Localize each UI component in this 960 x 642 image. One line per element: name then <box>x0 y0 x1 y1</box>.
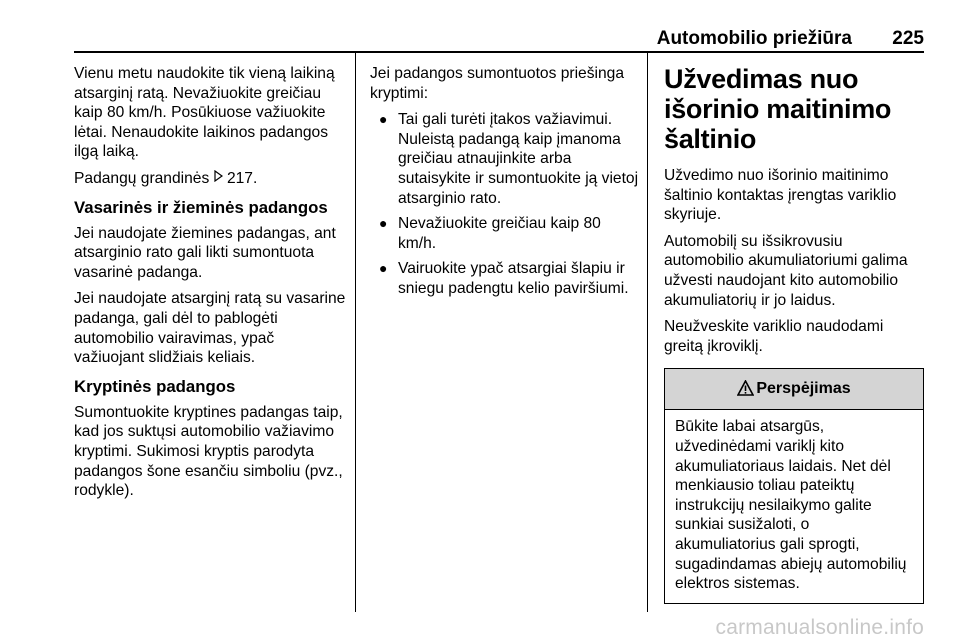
heading-directional-tyres: Kryptinės padangos <box>74 376 236 396</box>
paragraph-directional-tyres: Sumontuokite kryptines padangas taip, kad jos suktųsi automobilio važiavimo kryptimi. Sukimosi kryptis parodyta padangos šone esančiu simboliu (pvz., rodykle). <box>74 403 343 500</box>
bullet-icon: ● <box>379 260 388 277</box>
column-divider-1 <box>355 52 356 612</box>
bullet-list <box>370 110 640 298</box>
column-right <box>664 64 926 604</box>
snow-chains-page-ref[interactable]: 217. <box>226 169 258 187</box>
warning-text: Būkite labai atsargūs, užvedinėdami variklį kito akumuliatoriaus laidais. Net dėl menkiausio toliau pateiktų instrukcijų nesilaikymo galite sunkiai susižaloti, o akumuliatorius gali sprogti, sugadindamas abiejų automobilių elektros sistemas. <box>675 418 907 593</box>
header-rule <box>74 51 924 53</box>
paragraph-jump-start-cables: Automobilį su išsikrovusiu automobilio akumuliatoriumi galima užvesti naudojant kito automobilio akumuliatorių ir jo laidus. <box>664 232 908 309</box>
warning-box <box>664 368 924 603</box>
warning-title: Perspėjimas <box>756 380 851 398</box>
paragraph-opposite-direction: Jei padangos sumontuotos priešinga kryptimi: <box>370 65 624 102</box>
snow-chains-label: Padangų grandinės <box>74 169 210 187</box>
page-number: 225 <box>892 28 924 49</box>
list-item: ● Nevažiuokite greičiau kaip 80 km/h. <box>379 215 601 252</box>
section-title: Automobilio priežiūra <box>656 28 852 49</box>
list-item: ● Vairuokite ypač atsargiai šlapiu ir sniegu padengtu kelio paviršiumi. <box>379 260 629 297</box>
paragraph-spare-wheel: Vienu metu naudokite tik vieną laikiną atsarginį ratą. Nevažiuokite greičiau kaip 80 km/h. Posūkiuose važiuokite lėtai. Nenaudokite laikinos padangos ilgą laiką. <box>74 65 335 161</box>
paragraph-winter-tyres: Jei naudojate žiemines padangas, ant atsarginio rato gali likti sumontuota vasarinė padanga. <box>74 224 336 281</box>
page-header <box>0 0 960 50</box>
warning-triangle-icon <box>737 380 754 396</box>
paragraph-snow-chains-ref <box>74 169 346 189</box>
column-left <box>74 64 346 508</box>
warning-header <box>665 369 923 410</box>
watermark: carmanualsonline.info <box>715 616 924 639</box>
column-divider-2 <box>647 52 648 612</box>
paragraph-quick-charger: Neužveskite variklio naudodami greitą įkroviklį. <box>664 318 884 355</box>
column-middle <box>370 64 640 305</box>
list-item: ● Tai gali turėti įtakos važiavimui. Nuleistą padangą kaip įmanoma greičiau atnaujinkite arba sutaisykite ir sumontuokite ją vietoj atsarginio rato. <box>379 111 639 207</box>
heading-jump-starting: Užvedimas nuo išorinio maitinimo šaltinio <box>664 64 892 154</box>
heading-summer-winter-tyres: Vasarinės ir žieminės padangos <box>74 197 328 217</box>
bullet-icon: ● <box>379 111 388 128</box>
bullet-icon: ● <box>379 215 388 232</box>
paragraph-jump-start-socket: Užvedimo nuo išorinio maitinimo šaltinio kontaktas įrengtas variklio skyriuje. <box>664 167 897 224</box>
paragraph-spare-summer-tyre: Jei naudojate atsarginį ratą su vasarine padanga, gali dėl to pablogėti automobilio vairavimas, ypač važiuojant slidžiais keliais. <box>74 290 346 367</box>
page-reference-arrow-icon <box>214 169 223 189</box>
